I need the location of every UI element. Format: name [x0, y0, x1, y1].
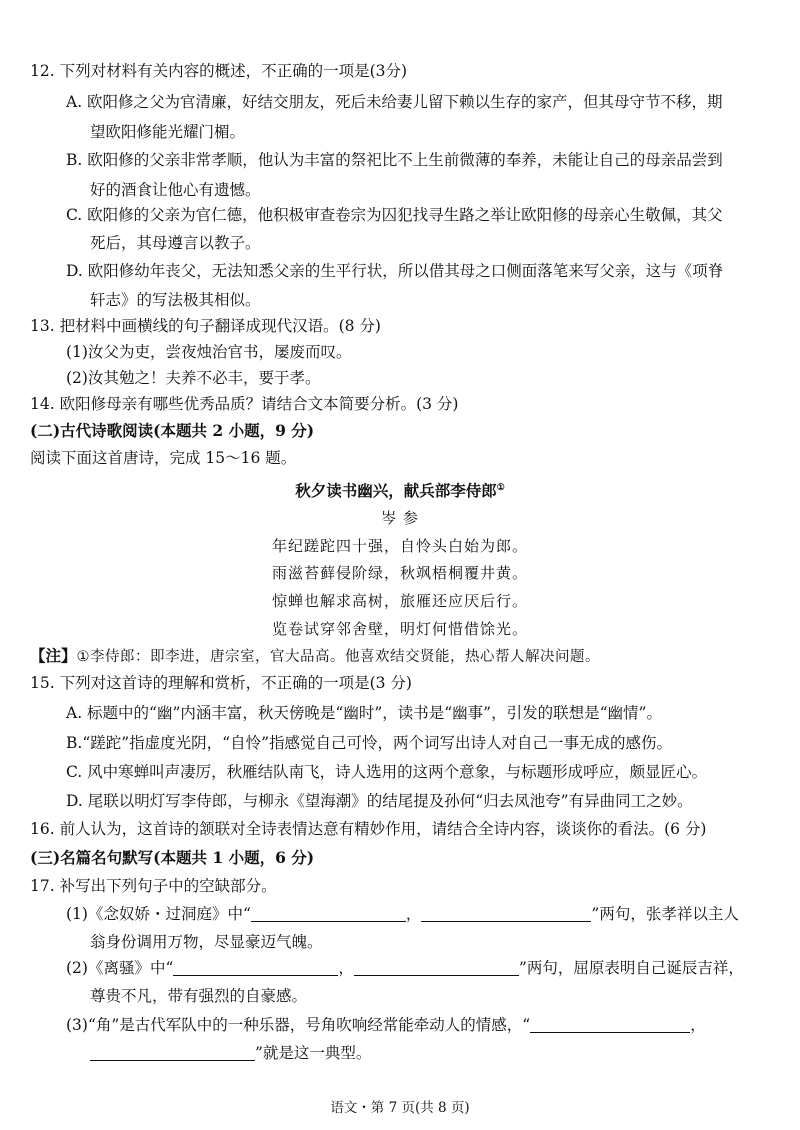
page-footer: 语文・第 7 页(共 8 页): [330, 1100, 470, 1116]
q12-option-a: A. 欧阳修之父为官清廉，好结交朋友，死后未给妻儿留下赖以生存的家产，但其母守节不移，期: [66, 93, 723, 111]
q15-option-b: B.“蹉跎”指虚度光阴，“自怜”指感觉自己可怜，两个词写出诗人对自己一事无成的感伤。: [66, 734, 673, 752]
poem-title: [0, 478, 800, 501]
q17-s2-suffix: ”两句，屈原表明自己诞辰吉祥，: [518, 959, 744, 977]
poem-line: 雨滋苔藓侵阶绿，秋飒梧桐覆井黄。: [271, 564, 528, 582]
q12-stem: 12. 下列对材料有关内容的概述，不正确的一项是(3分): [30, 62, 408, 80]
q14-stem: 14. 欧阳修母亲有哪些优秀品质？请结合文本简要分析。(3 分): [30, 395, 459, 413]
poem-note-mark: ①: [496, 483, 505, 493]
q15-option-a: A. 标题中的“幽”内涵丰富，秋天傍晚是“幽时”，读书是“幽事”，引发的联想是“幽情”。: [66, 704, 662, 722]
poem-line: 惊蝉也解求高树，旅雁还应厌后行。: [271, 592, 528, 610]
q16-stem: 16. 前人认为，这首诗的颔联对全诗表情达意有精妙作用，请结合全诗内容，谈谈你的看法。(6 分): [30, 820, 707, 838]
q12-option-d: D. 欧阳修幼年丧父，无法知悉父亲的生平行状，所以借其母之口侧面落笔来写父亲，这与《项脊: [66, 262, 724, 280]
poem-line: 览卷试穿邻舍壁，明灯何惜借馀光。: [271, 620, 528, 638]
q12-option-a-cont: 望欧阳修能光耀门楣。: [90, 123, 246, 141]
q12-option-d-cont: 轩志》的写法极其相似。: [90, 291, 261, 309]
q13-sentence-1: (1)汝父为吏，尝夜烛治官书，屡废而叹。: [66, 343, 352, 361]
q17-sentence-2: [66, 958, 744, 978]
q12-option-c-cont: 死后，其母遵言以教子。: [90, 234, 261, 252]
q15-option-d: D. 尾联以明灯写李侍郎，与柳永《望海潮》的结尾提及孙何“归去凤池夸”有异曲同工之妙。: [66, 792, 693, 810]
answer-blank[interactable]: [90, 1044, 255, 1061]
q17-sentence-2-cont: 尊贵不凡，带有强烈的自豪感。: [90, 987, 308, 1005]
q12-option-c: C. 欧阳修的父亲为官仁德，他积极审查卷宗为囚犯找寻生路之举让欧阳修的母亲心生敬佩，其父: [66, 206, 723, 224]
q17-sentence-3-cont: [90, 1043, 371, 1063]
q17-s2-prefix: (2)《离骚》中“: [66, 959, 174, 977]
poem-note-label: 【注】: [30, 646, 77, 665]
q17-sentence-1: [66, 904, 739, 924]
q17-sentence-1-cont: 翁身份调用万物，尽显豪迈气魄。: [90, 933, 323, 951]
q15-stem: 15. 下列对这首诗的理解和赏析，不正确的一项是(3 分): [30, 674, 412, 692]
poem-note: [30, 646, 600, 667]
q17-s2-comma: ，: [338, 959, 354, 977]
answer-blank[interactable]: [173, 959, 338, 976]
q17-s3-prefix: (3)“角”是古代军队中的一种乐器，号角吹响经常能牵动人的情感，“: [66, 1016, 531, 1034]
q17-sentence-3: [66, 1015, 706, 1035]
q17-s1-prefix: (1)《念奴娇・过洞庭》中“: [66, 905, 251, 923]
q15-option-c: C. 风中寒蝉叫声凄厉，秋雁结队南飞，诗人选用的这两个意象，与标题形成呼应，颇显匠心。: [66, 763, 708, 781]
section-3-heading: (三)名篇名句默写(本题共 1 小题，6 分): [30, 848, 315, 867]
section-2-intro: 阅读下面这首唐诗，完成 15～16 题。: [30, 449, 297, 467]
poem-title-text: 秋夕读书幽兴，献兵部李侍郎: [295, 481, 497, 501]
q17-s1-comma: ，: [405, 905, 422, 923]
answer-blank[interactable]: [354, 959, 519, 976]
poem-line: 年纪蹉跎四十强，自怜头白始为郎。: [271, 537, 528, 555]
answer-blank[interactable]: [251, 905, 406, 922]
q12-option-b-cont: 好的酒食让他心有遗憾。: [90, 181, 261, 199]
q17-stem: 17. 补写出下列句子中的空缺部分。: [30, 877, 277, 895]
answer-blank[interactable]: [421, 905, 591, 922]
section-2-heading: (二)古代诗歌阅读(本题共 2 小题，9 分): [30, 421, 315, 440]
q17-s3-comma: ，: [690, 1016, 706, 1034]
answer-blank[interactable]: [530, 1016, 690, 1033]
q13-sentence-2: (2)汝其勉之！夫养不必丰，要于孝。: [66, 369, 321, 387]
q17-s1-suffix: ”两句，张孝祥以主人: [591, 905, 739, 923]
q12-option-b: B. 欧阳修的父亲非常孝顺，他认为丰富的祭祀比不上生前微薄的奉养，未能让自己的母亲品尝到: [66, 151, 723, 169]
q13-stem: 13. 把材料中画横线的句子翻译成现代汉语。(8 分): [30, 317, 381, 335]
q17-s3-suffix: ”就是这一典型。: [255, 1044, 372, 1062]
poem-note-text: ①李侍郎：即李进，唐宗室，官大品高。他喜欢结交贤能，热心帮人解决问题。: [76, 649, 601, 665]
poem-author: 岑 参: [381, 509, 419, 527]
